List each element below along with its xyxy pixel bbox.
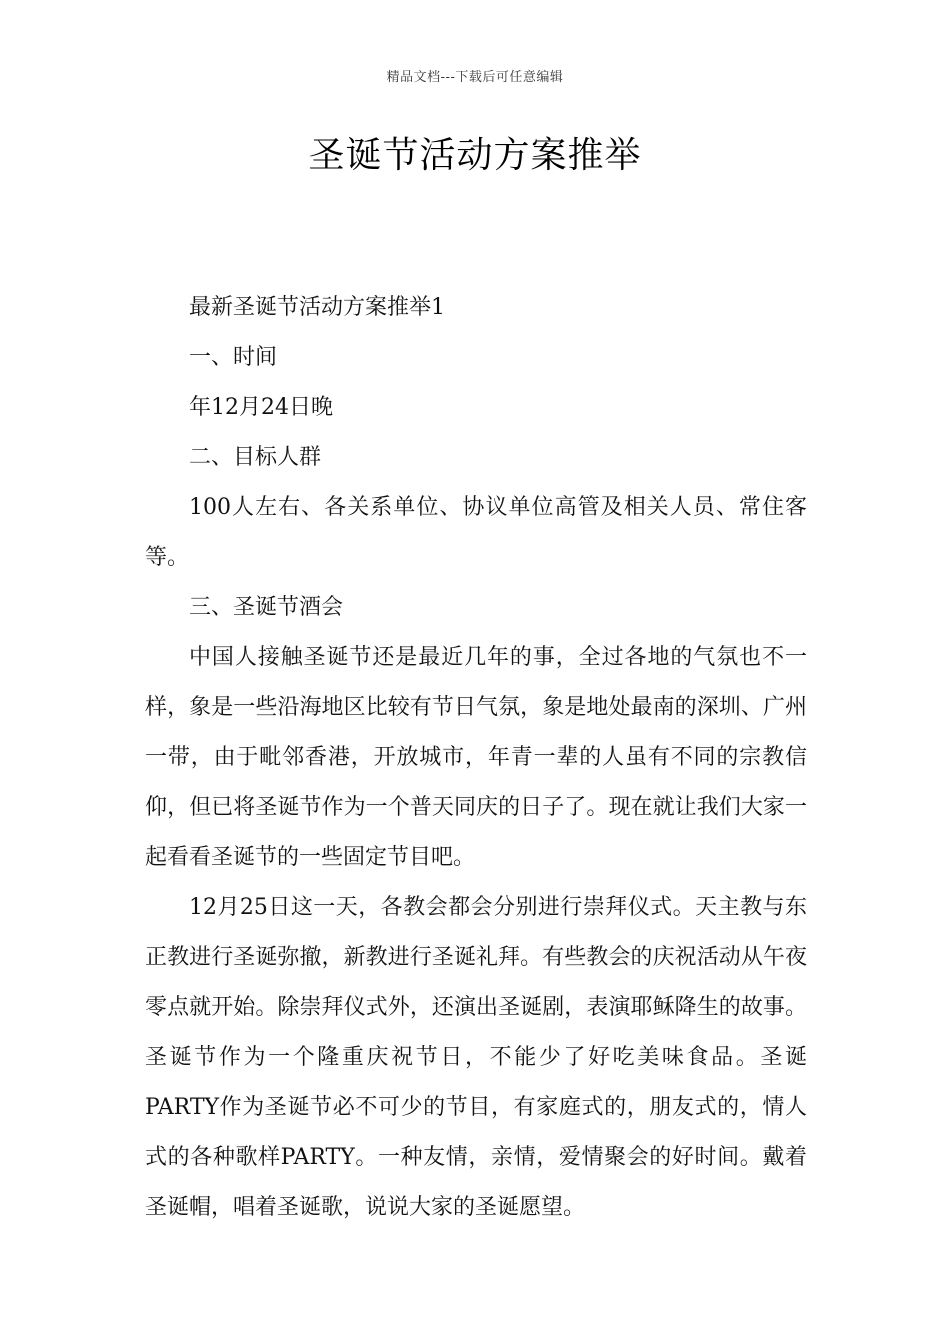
page-header-note: 精品文档---下载后可任意编辑 — [386, 70, 564, 85]
paragraph-intro: 中国人接触圣诞节还是最近几年的事，全过各地的气氛也不一样，象是一些沿海地区比较有节日气氛，象是地处最南的深圳、广州一带，由于毗邻香港，开放城市，年青一辈的人虽有不同的宗教信仰，但已将圣诞节作为一个普天同庆的日子了。现在就让我们大家一起看看圣诞节的一些固定节目吧。 — [145, 645, 807, 870]
section-heading-time: 一、时间 — [189, 345, 278, 370]
paragraph-subtitle: 最新圣诞节活动方案推举1 — [189, 295, 445, 320]
section-heading-audience: 二、目标人群 — [189, 445, 322, 470]
section-heading-party: 三、圣诞节酒会 — [189, 595, 344, 620]
document-title: 圣诞节活动方案推举 — [308, 135, 642, 176]
document-body — [145, 283, 807, 1233]
paragraph-date: 年12月24日晚 — [189, 395, 333, 420]
paragraph-audience: 100人左右、各关系单位、协议单位高管及相关人员、常住客等。 — [145, 495, 807, 570]
paragraph-christmas-day: 12月25日这一天，各教会都会分别进行崇拜仪式。天主教与东正教进行圣诞弥撤，新教进行圣诞礼拜。有些教会的庆祝活动从午夜零点就开始。除崇拜仪式外，还演出圣诞剧，表演耶稣降生的故事。圣诞节作为一个隆重庆祝节日，不能少了好吃美味食品。圣诞PARTY作为圣诞节必不可少的节目，有家庭式的，朋友式的，情人式的各种歌样PARTY。一种友情，亲情，爱情聚会的好时间。戴着圣诞帽，唱着圣诞歌，说说大家的圣诞愿望。 — [145, 895, 807, 1220]
